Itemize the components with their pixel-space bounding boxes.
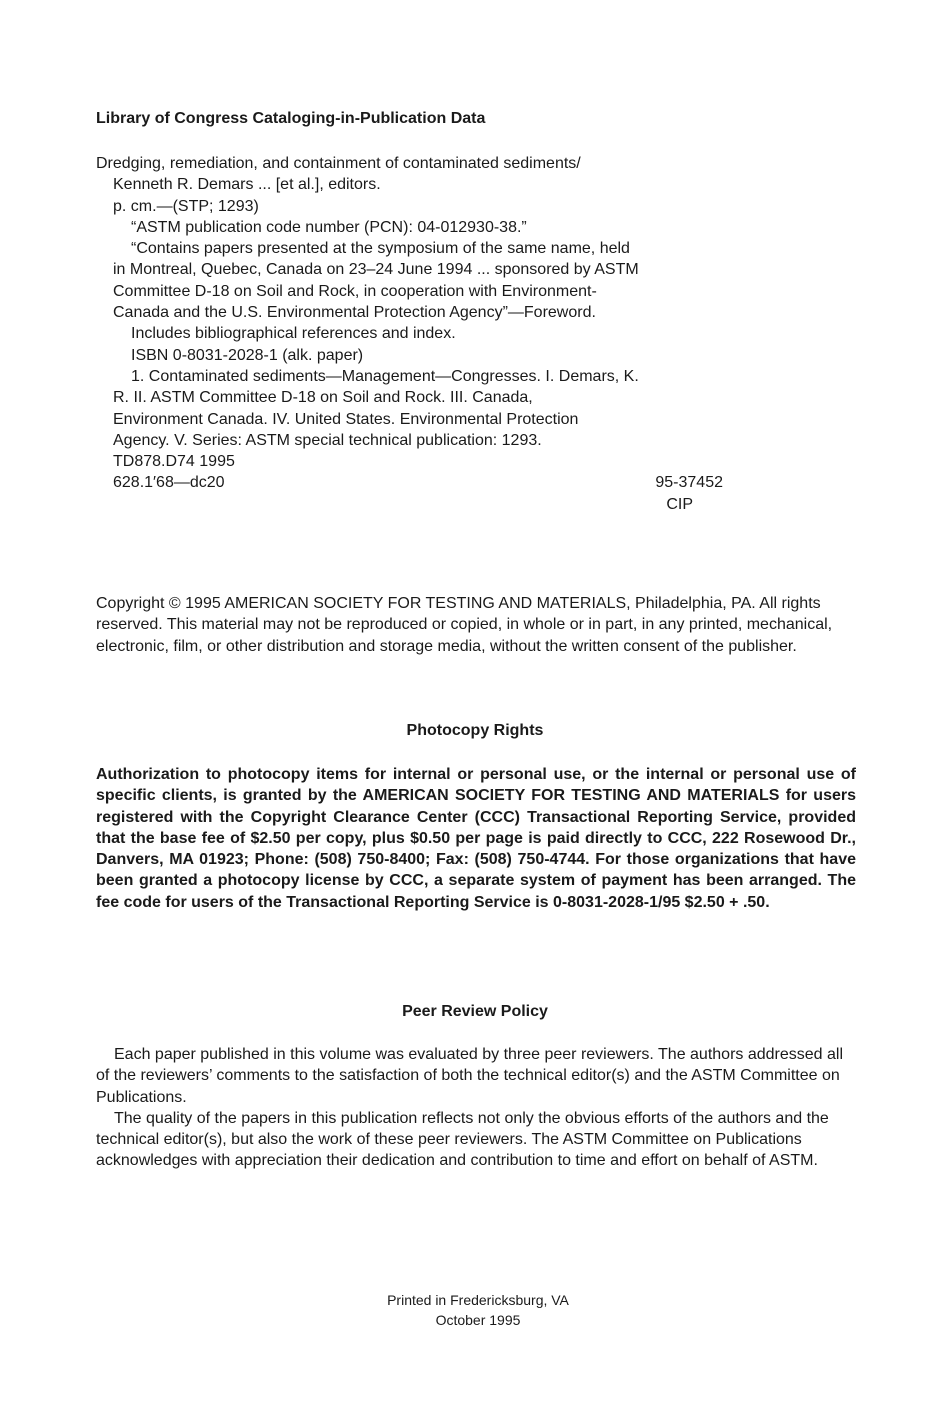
cip-title-line: Dredging, remediation, and containment of contaminated sediments/ — [96, 155, 581, 172]
printed-date: October 1995 — [435, 1312, 521, 1328]
cip-line: in Montreal, Quebec, Canada on 23–24 June 1994 ... sponsored by ASTM — [113, 261, 639, 279]
dewey-class-number: 628.1′68—dc20 — [113, 474, 225, 492]
cip-line: Agency. V. Series: ASTM special technical publication: 1293. — [113, 431, 542, 449]
cip-record — [96, 153, 756, 515]
printing-info — [0, 1290, 950, 1330]
cip-line: Kenneth R. Demars ... [et al.], editors. — [113, 176, 381, 194]
cip-line: Canada and the U.S. Environmental Protection Agency”—Foreword. — [113, 304, 596, 322]
cip-line: R. II. ASTM Committee D-18 on Soil and Rock. III. Canada, — [113, 389, 533, 407]
cip-line: 1. Contaminated sediments—Management—Congresses. I. Demars, K. — [131, 367, 639, 385]
printed-location: Printed in Fredericksburg, VA — [387, 1292, 569, 1308]
cip-line: Includes bibliographical references and index. — [131, 325, 456, 343]
peer-review-paragraph: The quality of the papers in this publication reflects not only the obvious efforts of the authors and the technical editor(s), but also the work of these peer reviewers. The ASTM Committee on Publications acknowledges with appreciation their dedication and contribution to time and effort on behalf of ASTM. — [96, 1109, 829, 1170]
cip-line: Committee D-18 on Soil and Rock, in cooperation with Environment- — [113, 282, 597, 300]
cip-classification-row — [96, 472, 723, 493]
cip-line: “ASTM publication code number (PCN): 04-012930-38.” — [131, 218, 527, 236]
peer-review-title: Peer Review Policy — [402, 1003, 548, 1020]
cip-line: TD878.D74 1995 — [113, 453, 235, 471]
peer-review-paragraph: Each paper published in this volume was evaluated by three peer reviewers. The authors addressed all of the reviewers’ comments to the satisfaction of both the technical editor(s) and the ASTM Committee on Publications. — [96, 1046, 844, 1106]
copyright-notice: Copyright © 1995 AMERICAN SOCIETY FOR TESTING AND MATERIALS, Philadelphia, PA. All rights reserved. This material may not be reproduced or copied, in whole or in part, in any printed, mechanical, electronic, film, or other distribution and storage media, without the written consent of the publisher. — [96, 595, 833, 655]
cip-line: “Contains papers presented at the symposium of the same name, held — [131, 240, 630, 258]
peer-review-body — [96, 1044, 856, 1172]
cip-tag: CIP — [666, 495, 693, 513]
photocopy-rights-body: Authorization to photocopy items for internal or personal use, or the internal or personal use of specific clients, is granted by the AMERICAN SOCIETY FOR TESTING AND MATERIALS for users registered with the Copyright Clearance Center (CCC) Transactional Reporting Service, provided that the base fee of $2.50 per copy, plus $0.50 per page is paid directly to CCC, 222 Rosewood Dr., Danvers, MA 01923; Phone: (508) 750-8400; Fax: (508) 750-4744. For those organizations that have been granted a photocopy license by CCC, a separate system of payment has been arranged. The fee code for users of the Transactional Reporting Service is 0-8031-2028-1/95 $2.50 + .50. — [96, 766, 856, 911]
lccn-number: 95-37452 — [655, 474, 723, 492]
cip-line: ISBN 0-8031-2028-1 (alk. paper) — [131, 346, 364, 364]
cip-line: Environment Canada. IV. United States. Environmental Protection — [113, 410, 579, 428]
cip-heading: Library of Congress Cataloging-in-Publication Data — [96, 110, 486, 127]
photocopy-rights-title: Photocopy Rights — [406, 722, 544, 739]
cip-line: p. cm.—(STP; 1293) — [113, 197, 259, 215]
